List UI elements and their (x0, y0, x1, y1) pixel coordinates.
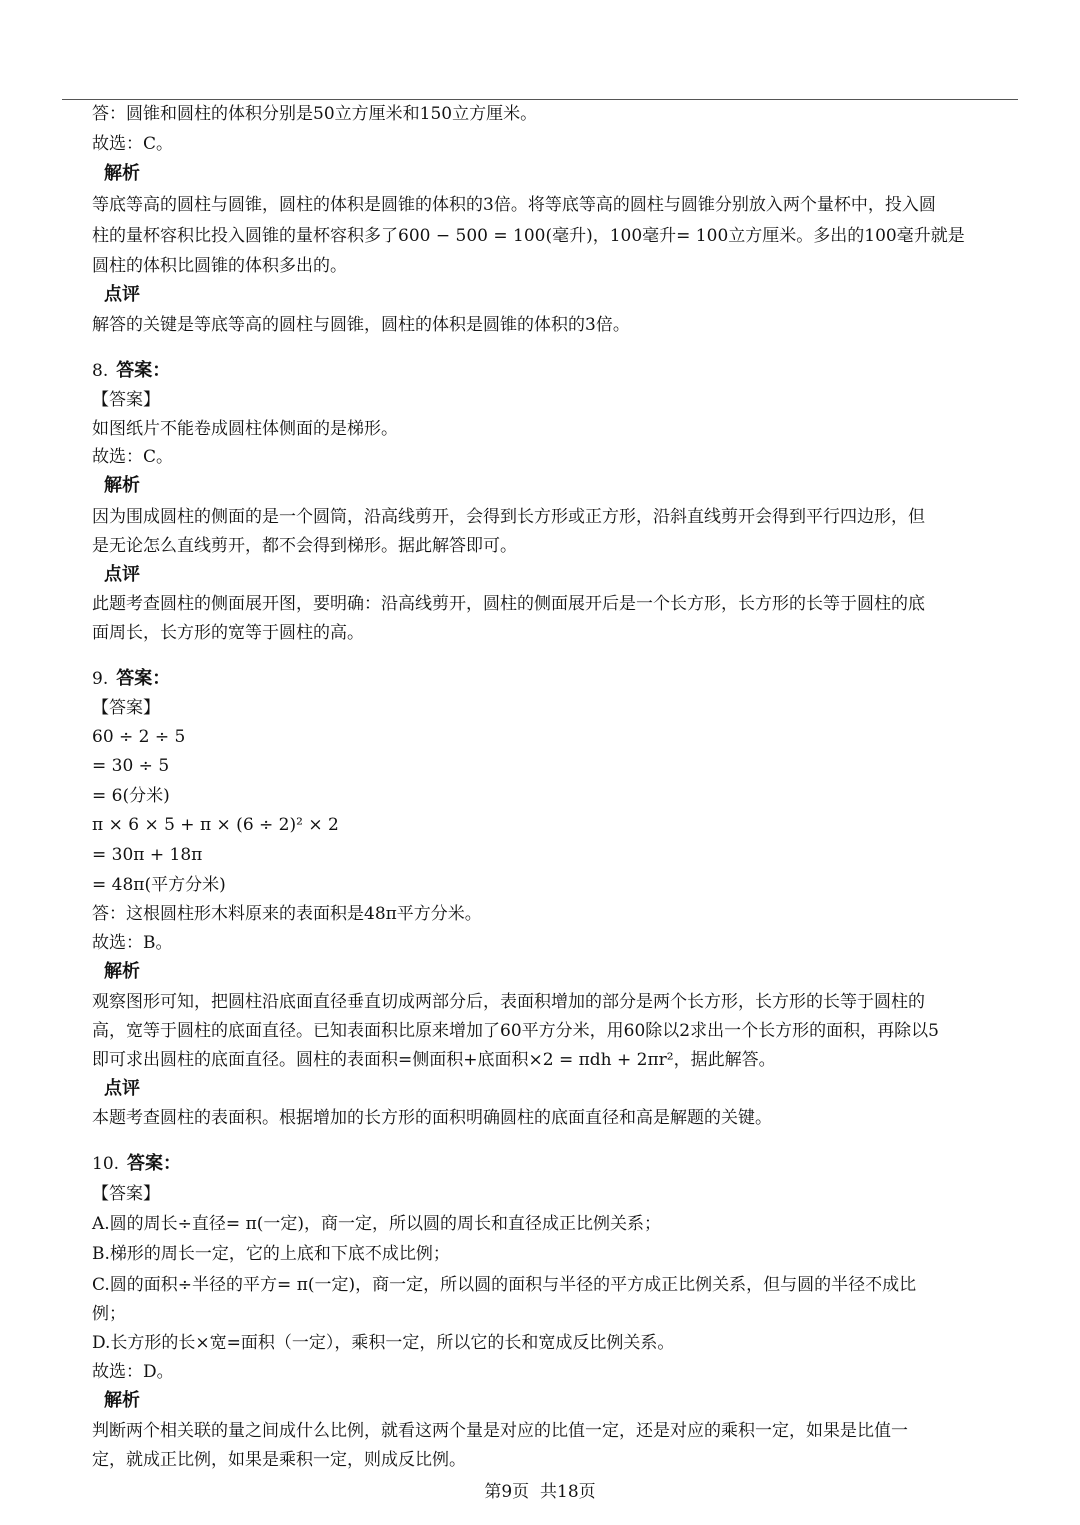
question-number: 10. (92, 1154, 120, 1174)
question-8-header (92, 360, 170, 382)
text-line: 如图纸片不能卷成圆柱体侧面的是梯形。 (92, 419, 398, 439)
text-line: C.圆的面积÷半径的平方= π(一定)，商一定，所以圆的面积与半径的平方成正比例关系，但与圆的半径不成比 (92, 1275, 917, 1295)
text-line: 面周长，长方形的宽等于圆柱的高。 (92, 623, 364, 643)
text-line: 因为围成圆柱的侧面的是一个圆筒，沿高线剪开，会得到长方形或正方形，沿斜直线剪开会得到平行四边形，但 (92, 507, 925, 527)
section-heading-analysis: 解析 (104, 1390, 140, 1411)
text-line: 柱的量杯容积比投入圆锥的量杯容积多了600 − 500 = 100(毫升)，100毫升= 100立方厘米。多出的100毫升就是 (92, 226, 965, 246)
text-line: 【答案】 (92, 1184, 160, 1204)
text-line: 故选：B。 (92, 933, 173, 953)
text-line: 观察图形可知，把圆柱沿底面直径垂直切成两部分后，表面积增加的部分是两个长方形，长方形的长等于圆柱的 (92, 992, 925, 1012)
text-line: D.长方形的长×宽=面积（一定），乘积一定，所以它的长和宽成反比例关系。 (92, 1333, 675, 1353)
question-number: 9. (92, 669, 109, 689)
math-line: = 30 ÷ 5 (92, 756, 170, 776)
header-rule (62, 99, 1018, 100)
text-line: B.梯形的周长一定，它的上底和下底不成比例； (92, 1244, 450, 1264)
math-line: = 30π + 18π (92, 845, 203, 865)
text-line: 是无论怎么直线剪开，都不会得到梯形。据此解答即可。 (92, 536, 517, 556)
math-line: π × 6 × 5 + π × (6 ÷ 2)² × 2 (92, 815, 339, 835)
question-number: 8. (92, 361, 109, 381)
question-10-header (92, 1153, 181, 1175)
text-line: 本题考查圆柱的表面积。根据增加的长方形的面积明确圆柱的底面直径和高是解题的关键。 (92, 1108, 772, 1128)
text-line: 【答案】 (92, 698, 160, 718)
text-line: 【答案】 (92, 390, 160, 410)
section-heading-analysis: 解析 (104, 163, 140, 184)
text-line: 解答的关键是等底等高的圆柱与圆锥，圆柱的体积是圆锥的体积的3倍。 (92, 315, 630, 335)
text-line: 此题考查圆柱的侧面展开图，要明确：沿高线剪开，圆柱的侧面展开后是一个长方形，长方形的长等于圆柱的底 (92, 594, 925, 614)
math-line: 60 ÷ 2 ÷ 5 (92, 727, 186, 747)
text-line: 故选：C。 (92, 447, 174, 467)
math-line: = 6(分米) (92, 786, 170, 806)
section-heading-comment: 点评 (104, 284, 140, 305)
answer-label: 答案： (127, 1153, 182, 1174)
section-heading-analysis: 解析 (104, 475, 140, 496)
page-footer (0, 1477, 1080, 1502)
text-line: 等底等高的圆柱与圆锥，圆柱的体积是圆锥的体积的3倍。将等底等高的圆柱与圆锥分别放入两个量杯中，投入圆 (92, 195, 936, 215)
math-line: = 48π(平方分米) (92, 875, 226, 895)
page-total: 共18页 (540, 1482, 596, 1502)
section-heading-comment: 点评 (104, 564, 140, 585)
answer-label: 答案： (116, 360, 171, 381)
text-line: 故选：C。 (92, 134, 174, 154)
text-line: A.圆的周长÷直径= π(一定)，商一定，所以圆的周长和直径成正比例关系； (92, 1214, 662, 1234)
text-line: 高，宽等于圆柱的底面直径。已知表面积比原来增加了60平方分米，用60除以2求出一个长方形的面积，再除以5 (92, 1021, 939, 1041)
section-heading-comment: 点评 (104, 1078, 140, 1099)
text-line: 圆柱的体积比圆锥的体积多出的。 (92, 256, 347, 276)
question-9-header (92, 668, 170, 690)
text-line: 答：这根圆柱形木料原来的表面积是48π平方分米。 (92, 904, 482, 924)
text-line: 例； (92, 1304, 126, 1324)
page-number: 第9页 (484, 1482, 530, 1502)
text-line: 即可求出圆柱的底面直径。圆柱的表面积=侧面积+底面积×2 = πdh + 2πr²，据此解答。 (92, 1050, 776, 1070)
text-line: 判断两个相关联的量之间成什么比例，就看这两个量是对应的比值一定，还是对应的乘积一定，如果是比值一 (92, 1421, 908, 1441)
text-line: 答：圆锥和圆柱的体积分别是50立方厘米和150立方厘米。 (92, 104, 538, 124)
section-heading-analysis: 解析 (104, 961, 140, 982)
text-line: 故选：D。 (92, 1362, 174, 1382)
text-line: 定，就成正比例，如果是乘积一定，则成反比例。 (92, 1450, 466, 1470)
answer-label: 答案： (116, 668, 171, 689)
